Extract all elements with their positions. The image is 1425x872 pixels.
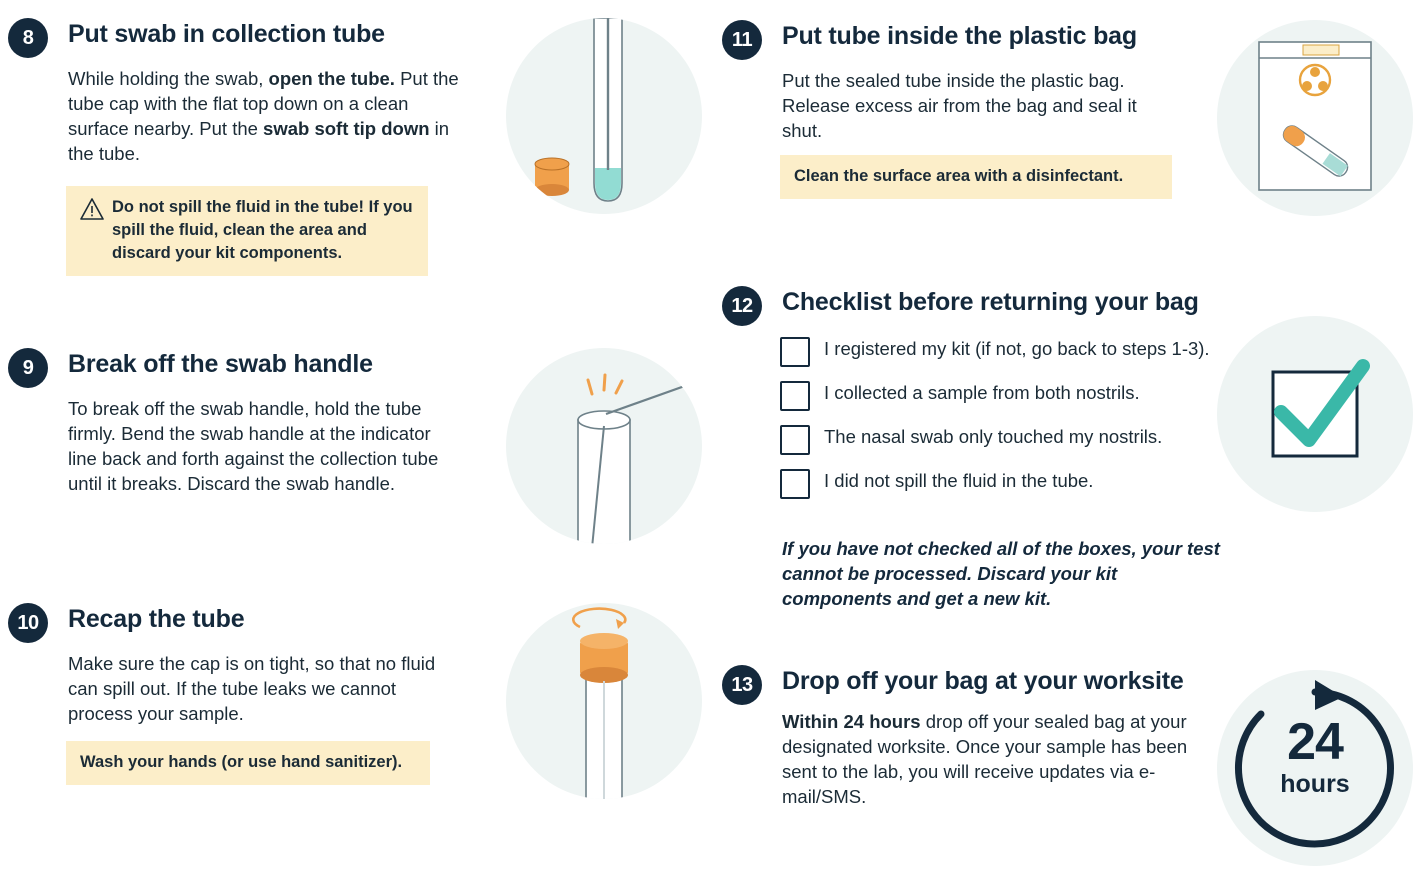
warning-triangle-icon [80, 198, 104, 220]
checklist-item[interactable] [780, 468, 1210, 499]
step-number-badge: 8 [8, 18, 48, 58]
checkbox[interactable] [780, 469, 810, 499]
returning-checklist [780, 336, 1210, 512]
step-title: Put swab in collection tube [68, 20, 385, 48]
checklist-label: I registered my kit (if not, go back to steps 1-3). [824, 338, 1210, 359]
checkmark-illustration [1217, 316, 1413, 512]
step-art-capped-tube [506, 603, 702, 799]
step-title: Recap the tube [68, 605, 245, 633]
checkbox[interactable] [780, 425, 810, 455]
step-body: Within 24 hours drop off your sealed bag at your designated worksite. Once your sample has been sent to the lab, you will receive updates via e-mail/SMS. [782, 711, 1188, 807]
step-note [780, 155, 1172, 199]
step-art-tube-with-swab [506, 18, 702, 214]
step-art-biohazard-bag [1217, 20, 1413, 216]
step-art-checkmark [1217, 316, 1413, 512]
tube-with-swab-illustration [506, 18, 702, 214]
checklist-label: The nasal swab only touched my nostrils. [824, 426, 1163, 447]
step-title: Drop off your bag at your worksite [782, 667, 1184, 695]
capped-tube-illustration [506, 603, 702, 799]
step-title: Break off the swab handle [68, 350, 373, 378]
checklist-item[interactable] [780, 336, 1210, 367]
step-body: To break off the swab handle, hold the tube firmly. Bend the swab handle at the indicator line back and forth against the collection tube until it breaks. Discard the swab handle. [68, 398, 439, 494]
step-number-badge: 10 [8, 603, 48, 643]
hours-label: hours [1280, 770, 1350, 798]
step-number-badge: 11 [722, 20, 762, 60]
checkbox[interactable] [780, 337, 810, 367]
step-note [66, 186, 428, 276]
checkbox[interactable] [780, 381, 810, 411]
right-column [722, 0, 1422, 872]
checklist-label: I did not spill the fluid in the tube. [824, 470, 1094, 491]
step-title: Checklist before returning your bag [782, 288, 1199, 316]
checklist-warning: If you have not checked all of the boxes, your test cannot be processed. Discard your kit components and get a new kit. [782, 538, 1220, 609]
step-note [66, 741, 430, 785]
step-art-24-hours [1217, 670, 1413, 866]
step-art-breaking-swab [506, 348, 702, 544]
step-note-text: Wash your hands (or use hand sanitizer). [80, 753, 403, 771]
checklist-item[interactable] [780, 380, 1210, 411]
step-number-badge: 12 [722, 286, 762, 326]
step-note-text: Clean the surface area with a disinfectant. [794, 167, 1124, 185]
biohazard-bag-illustration [1217, 20, 1413, 216]
left-column [8, 0, 708, 872]
step-number-badge: 13 [722, 665, 762, 705]
step-body: Make sure the cap is on tight, so that no fluid can spill out. If the tube leaks we cannot process your sample. [68, 653, 436, 724]
step-body: While holding the swab, open the tube. Put the tube cap with the flat top down on a clean surface nearby. Put the swab soft tip down in the tube. [68, 68, 459, 164]
step-number-badge: 9 [8, 348, 48, 388]
breaking-swab-illustration [506, 348, 702, 544]
step-note-text: Do not spill the fluid in the tube! If you spill the fluid, clean the area and discard your kit components. [112, 198, 413, 262]
checklist-label: I collected a sample from both nostrils. [824, 382, 1140, 403]
step-title: Put tube inside the plastic bag [782, 22, 1137, 50]
hours-number: 24 [1287, 713, 1343, 771]
checklist-item[interactable] [780, 424, 1210, 455]
step-body: Put the sealed tube inside the plastic bag. Release excess air from the bag and seal it shut. [782, 70, 1137, 141]
